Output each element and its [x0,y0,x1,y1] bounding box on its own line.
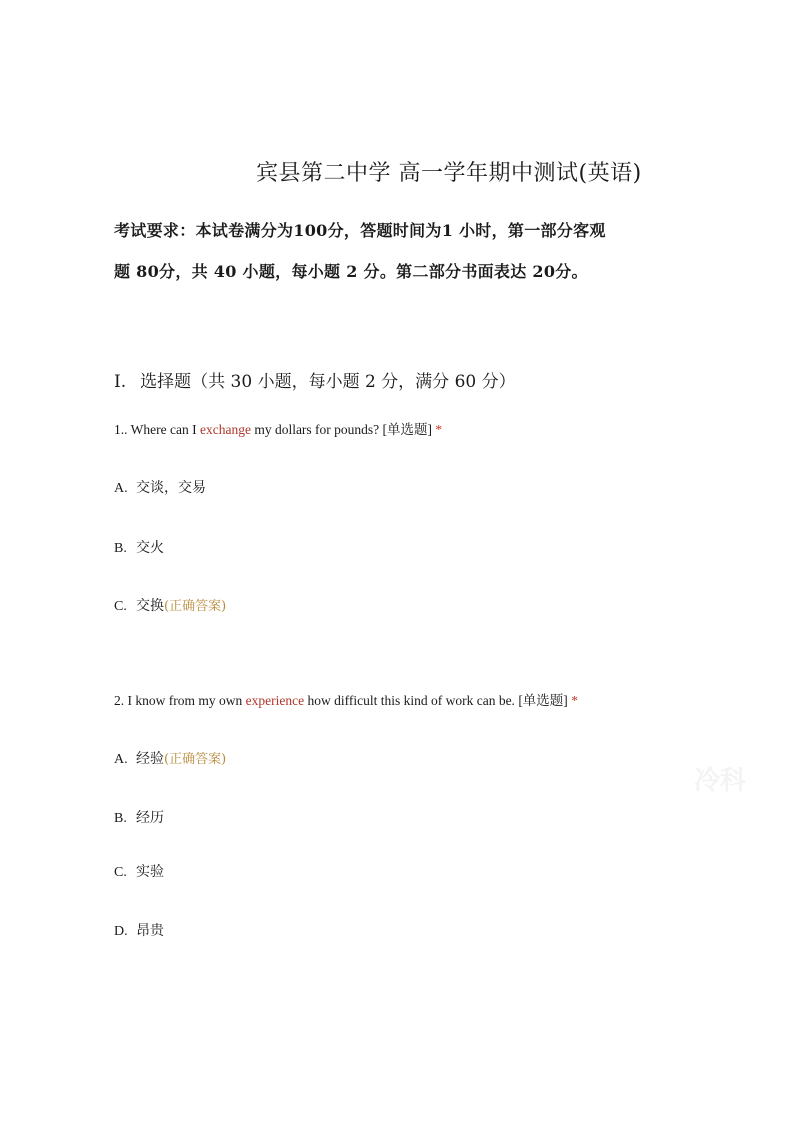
question-number: 1.. [114,422,128,437]
question-1 [114,418,442,438]
option-letter: A. [114,752,128,767]
section-heading [114,367,516,392]
option-text: 实验 [136,864,164,880]
section-number: I. [114,372,127,392]
question-text-after: how difficult this kind of work can be. [304,693,515,708]
question-2 [114,689,578,709]
option-1-b[interactable] [114,537,164,557]
option-letter: C. [114,865,127,880]
option-letter: D. [114,924,128,939]
option-text: 交火 [136,540,164,556]
option-2-d[interactable] [114,920,164,940]
exam-requirements-line-2: 题 80分，共 40 小题，每小题 2 分。第二部分书面表达 20分。 [114,262,588,281]
correct-answer-mark: (正确答案) [164,752,227,767]
option-text: 交谈，交易 [136,480,206,496]
option-1-c[interactable] [114,595,226,615]
option-text: 经历 [136,810,164,826]
question-keyword: experience [245,693,305,708]
required-mark: * [435,422,443,437]
document-title: 宾县第二中学 高一学年期中测试(英语) [256,161,642,186]
option-text: 交换 [136,598,164,614]
required-mark: * [571,693,578,708]
option-letter: C. [114,599,127,614]
question-type-tag: [单选题] [518,693,568,708]
watermark: 冷科 [694,766,747,796]
question-text-after: my dollars for pounds? [250,422,380,437]
exam-requirements-line-1: 考试要求：本试卷满分为100分，答题时间为1 小时，第一部分客观 [114,221,606,240]
option-2-c[interactable] [114,861,164,881]
question-text-before: I know from my own [127,693,246,708]
option-2-b[interactable] [114,807,164,827]
option-1-a[interactable] [114,477,206,497]
section-title: 选择题（共 30 小题，每小题 2 分，满分 60 分） [140,372,516,392]
option-text: 昂贵 [136,923,164,939]
question-type-tag: [单选题] [382,422,433,437]
question-keyword: exchange [199,422,251,437]
question-text-before: Where can I [130,422,200,437]
option-letter: B. [114,541,127,556]
correct-answer-mark: (正确答案) [164,599,227,614]
option-letter: A. [114,481,128,496]
question-number: 2. [114,693,125,708]
option-letter: B. [114,811,127,826]
option-text: 经验 [136,751,164,767]
option-2-a[interactable] [114,748,226,768]
